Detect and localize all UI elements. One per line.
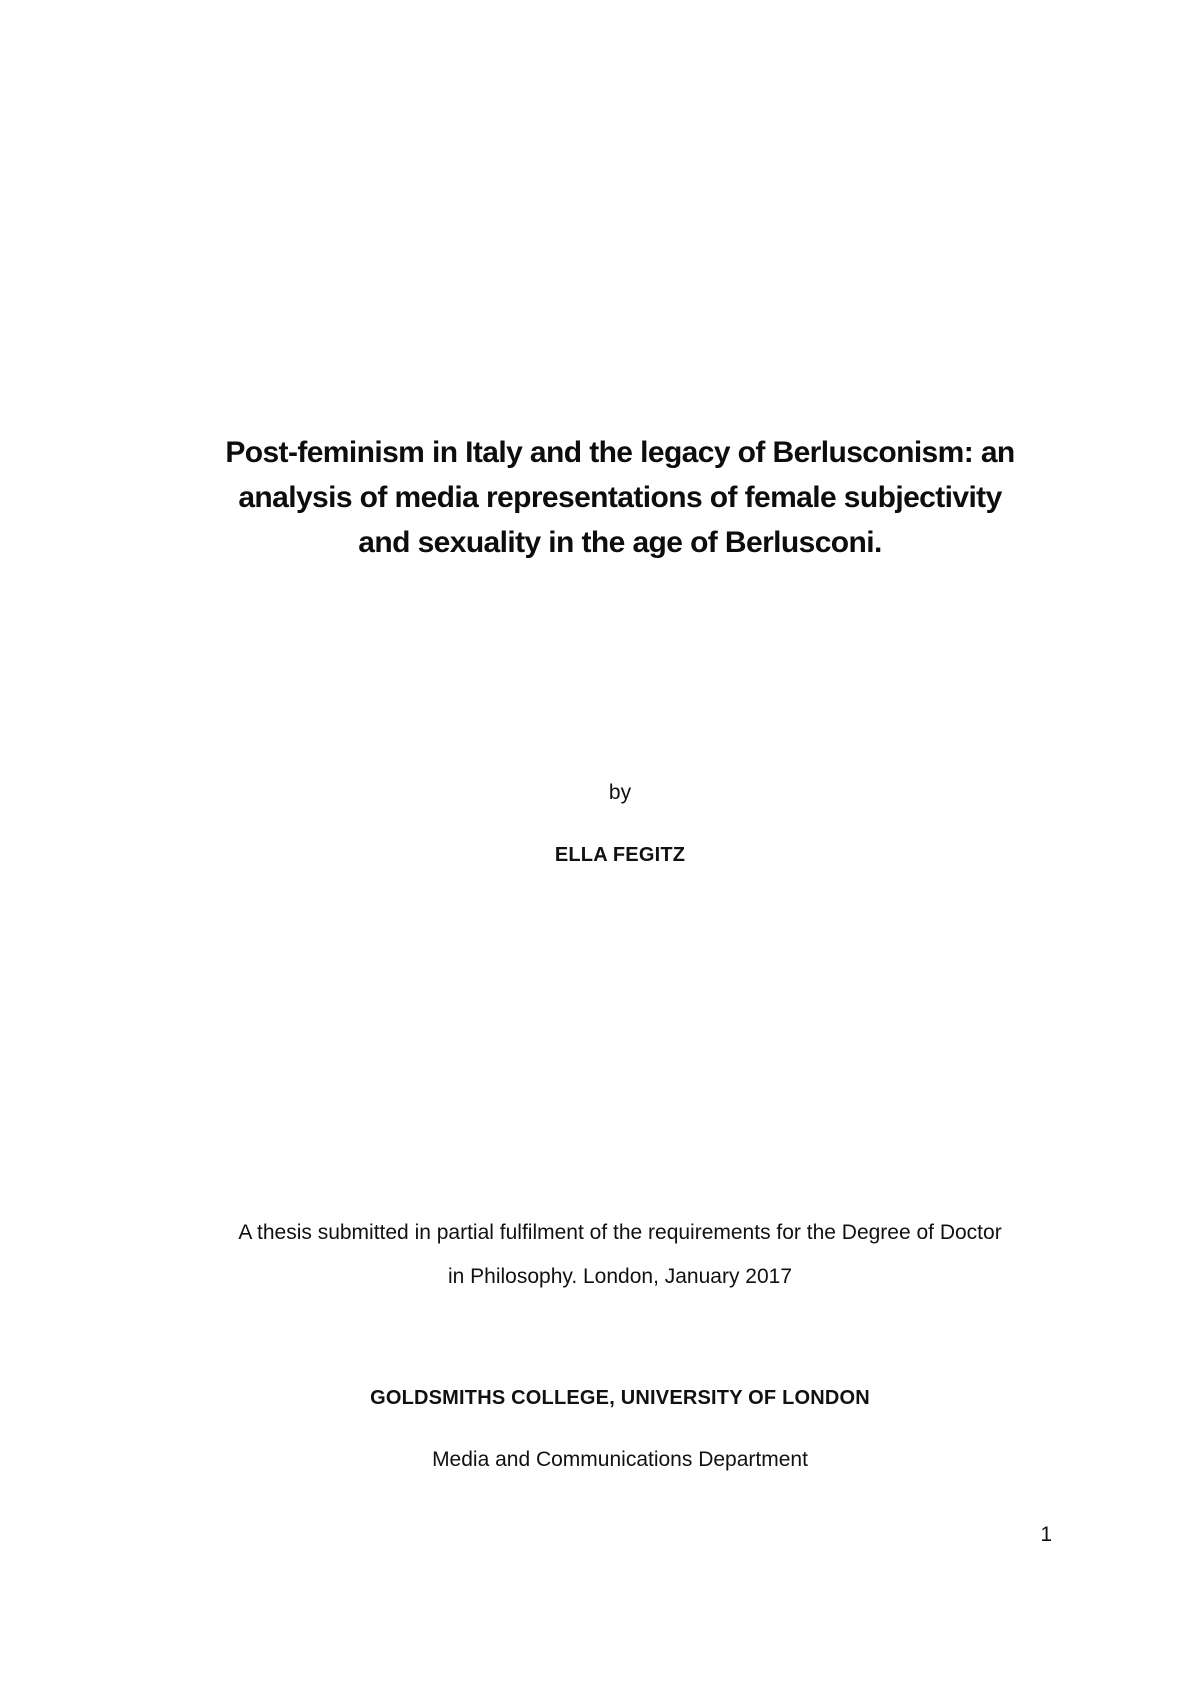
thesis-title-line-1: Post-feminism in Italy and the legacy of Berlusconism: an bbox=[225, 436, 1015, 469]
department-name: Media and Communications Department bbox=[432, 1448, 808, 1471]
thesis-title-line-2: analysis of media representations of female subjectivity bbox=[238, 481, 1002, 514]
submission-statement bbox=[200, 1211, 1040, 1299]
byline: by bbox=[608, 781, 632, 804]
submission-statement-line-2: in Philosophy. London, January 2017 bbox=[447, 1265, 793, 1288]
page-number: 1 bbox=[1040, 1523, 1052, 1546]
author-name: ELLA FEGITZ bbox=[554, 844, 686, 866]
institution-name: GOLDSMITHS COLLEGE, UNIVERSITY OF LONDON bbox=[370, 1387, 870, 1409]
thesis-title-line-3: and sexuality in the age of Berlusconi. bbox=[358, 526, 882, 559]
submission-statement-line-1: A thesis submitted in partial fulfilment of the requirements for the Degree of Doctor bbox=[238, 1221, 1002, 1244]
thesis-title bbox=[210, 430, 1030, 565]
